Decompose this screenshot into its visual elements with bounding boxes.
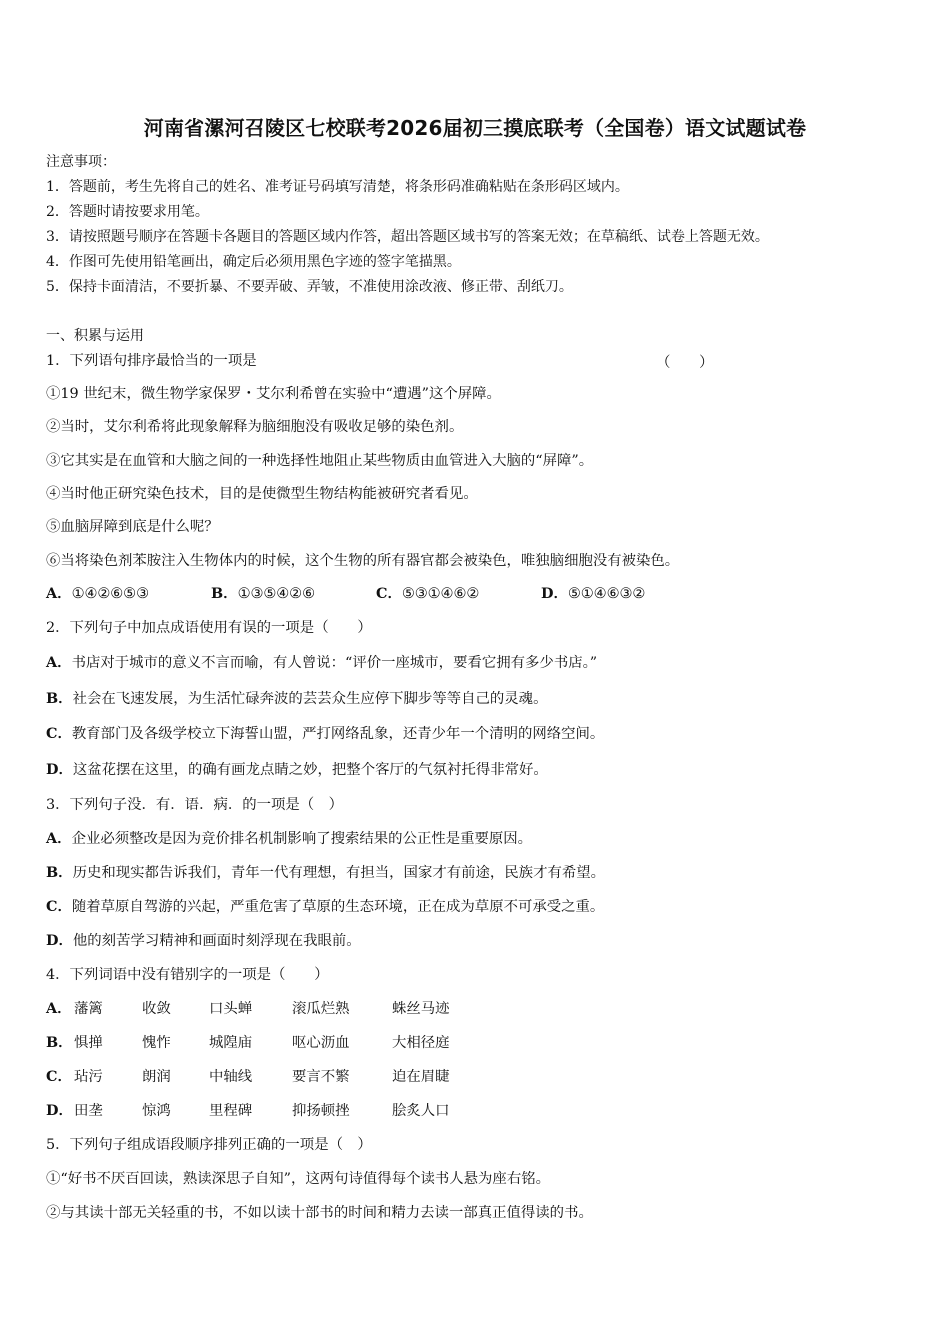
word: 中轴线 <box>209 1069 253 1085</box>
option-text: 随着草原自驾游的兴起，严重危害了草原的生态环境，正在成为草原不可承受之重。 <box>71 899 605 915</box>
word: 藩篱 <box>74 1001 103 1017</box>
option-label: D． <box>46 761 73 778</box>
notice-item: 4．作图可先使用铅笔画出，确定后必须用黑色字迹的签字笔描黑。 <box>46 254 461 270</box>
option-label: B． <box>46 864 73 881</box>
word: 愧怍 <box>142 1035 171 1051</box>
option-text: 社会在飞速发展，为生活忙碌奔波的芸芸众生应停下脚步等等自己的灵魂。 <box>72 691 548 707</box>
word: 迫在眉睫 <box>392 1069 450 1085</box>
notice-item: 1．答题前，考生先将自己的姓名、准考证号码填写清楚，将条形码准确粘贴在条形码区域内。 <box>46 179 629 195</box>
word: 朗润 <box>142 1069 171 1085</box>
notice-item: 2．答题时请按要求用笔。 <box>46 204 209 220</box>
option-label: C． <box>376 585 402 602</box>
option-label: B． <box>46 690 73 707</box>
question-2-stem: 2．下列句子中加点成语使用有误的一项是（ ） <box>46 620 372 636</box>
page-title: 河南省漯河召陵区七校联考2026届初三摸底联考（全国卷）语文试题试卷 <box>143 116 807 140</box>
option-text: ①③⑤④②⑥ <box>237 586 315 602</box>
option-label: B． <box>46 1034 73 1051</box>
option-label: C． <box>46 898 72 915</box>
notice-heading: 注意事项： <box>46 154 116 170</box>
q4-option-d[interactable] <box>46 1101 646 1121</box>
q1-option-c[interactable] <box>376 584 479 604</box>
q1-option-d[interactable] <box>541 584 645 604</box>
q5-sentence: ②与其读十部无关轻重的书，不如以读十部书的时间和精力去读一部真正值得读的书。 <box>46 1205 593 1221</box>
word: 惊鸿 <box>142 1103 171 1119</box>
option-text: ⑤③①④⑥② <box>401 586 480 602</box>
notice-item: 5．保持卡面清洁，不要折暴、不要弄破、弄皱，不准使用涂改液、修正带、刮纸刀。 <box>46 279 573 295</box>
option-text: 这盆花摆在这里，的确有画龙点睛之妙，把整个客厅的气氛衬托得非常好。 <box>72 762 548 778</box>
word: 脍炙人口 <box>392 1103 450 1119</box>
question-3-stem: 3．下列句子没．有．语．病．的一项是（ ） <box>46 797 343 813</box>
q1-option-b[interactable] <box>211 584 315 604</box>
question-5-stem: 5．下列句子组成语段顺序排列正确的一项是（ ） <box>46 1137 372 1153</box>
option-text: 历史和现实都告诉我们，青年一代有理想，有担当，国家才有前途，民族才有希望。 <box>72 865 606 881</box>
q3-option-d[interactable] <box>46 931 361 951</box>
option-text: 企业必须整改是因为竞价排名机制影响了搜索结果的公正性是重要原因。 <box>71 831 533 847</box>
option-label: C． <box>46 725 72 742</box>
q3-option-a[interactable] <box>46 829 532 849</box>
q1-sentence: ③它其实是在血管和大脑之间的一种选择性地阻止某些物质由血管进入大脑的“屏障”。 <box>46 453 594 469</box>
q1-sentence: ②当时，艾尔利希将此现象解释为脑细胞没有吸收足够的染色剂。 <box>46 419 464 435</box>
q1-sentence: ④当时他正研究染色技术，目的是使微型生物结构能被研究者看见。 <box>46 486 478 502</box>
option-label: D． <box>541 585 568 602</box>
section-heading: 一、积累与运用 <box>46 328 144 344</box>
word: 田垄 <box>74 1103 103 1119</box>
q2-option-d[interactable] <box>46 760 548 780</box>
option-label: A． <box>46 1000 72 1017</box>
word: 惧掸 <box>74 1035 103 1051</box>
option-text: 书店对于城市的意义不言而喻，有人曾说：“评价一座城市，要看它拥有多少书店。” <box>71 655 598 671</box>
q5-sentence: ①“好书不厌百回读，熟读深思子自知”，这两句诗值得每个读书人悬为座右铭。 <box>46 1171 550 1187</box>
q4-option-c[interactable] <box>46 1067 646 1087</box>
word: 城隍庙 <box>209 1035 253 1051</box>
q2-option-a[interactable] <box>46 653 597 673</box>
word: 抑扬顿挫 <box>292 1103 350 1119</box>
option-text: 教育部门及各级学校立下海誓山盟，严打网络乱象，还青少年一个清明的网络空间。 <box>71 726 605 742</box>
question-1-stem: 1．下列语句排序最恰当的一项是 <box>46 353 257 369</box>
q3-option-c[interactable] <box>46 897 604 917</box>
word: 要言不繁 <box>292 1069 350 1085</box>
q2-option-b[interactable] <box>46 689 547 709</box>
answer-paren: （ ） <box>656 355 714 371</box>
word: 里程碑 <box>209 1103 253 1119</box>
q2-option-c[interactable] <box>46 724 604 744</box>
word: 收敛 <box>142 1001 171 1017</box>
option-text: 他的刻苦学习精神和画面时刻浮现在我眼前。 <box>72 933 361 949</box>
word: 大相径庭 <box>392 1035 450 1051</box>
question-4-stem: 4．下列词语中没有错别字的一项是（ ） <box>46 967 329 983</box>
q1-sentence: ①19 世纪末，微生物学家保罗・艾尔利希曾在实验中“遭遇”这个屏障。 <box>46 386 501 402</box>
option-label: D． <box>46 932 73 949</box>
q3-option-b[interactable] <box>46 863 605 883</box>
word: 蛛丝马迹 <box>392 1001 450 1017</box>
option-label: C． <box>46 1068 72 1085</box>
option-label: A． <box>46 830 72 847</box>
word: 滚瓜烂熟 <box>292 1001 350 1017</box>
option-label: A． <box>46 654 72 671</box>
option-label: B． <box>211 585 238 602</box>
word: 玷污 <box>74 1069 103 1085</box>
q1-sentence: ⑤血脑屏障到底是什么呢？ <box>46 519 219 535</box>
q4-option-a[interactable] <box>46 999 646 1019</box>
q4-option-b[interactable] <box>46 1033 646 1053</box>
word: 口头蝉 <box>209 1001 253 1017</box>
notice-item: 3．请按照题号顺序在答题卡各题目的答题区域内作答，超出答题区域书写的答案无效；在草稿纸、试卷上答题无效。 <box>46 229 769 245</box>
option-text: ①④②⑥⑤③ <box>71 586 149 602</box>
q1-sentence: ⑥当将染色剂苯胺注入生物体内的时候，这个生物的所有器官都会被染色，唯独脑细胞没有被染色。 <box>46 553 680 569</box>
option-label: D． <box>46 1102 73 1119</box>
word: 呕心沥血 <box>292 1035 350 1051</box>
option-label: A． <box>46 585 72 602</box>
q1-option-a[interactable] <box>46 584 149 604</box>
option-text: ⑤①④⑥③② <box>567 586 646 602</box>
